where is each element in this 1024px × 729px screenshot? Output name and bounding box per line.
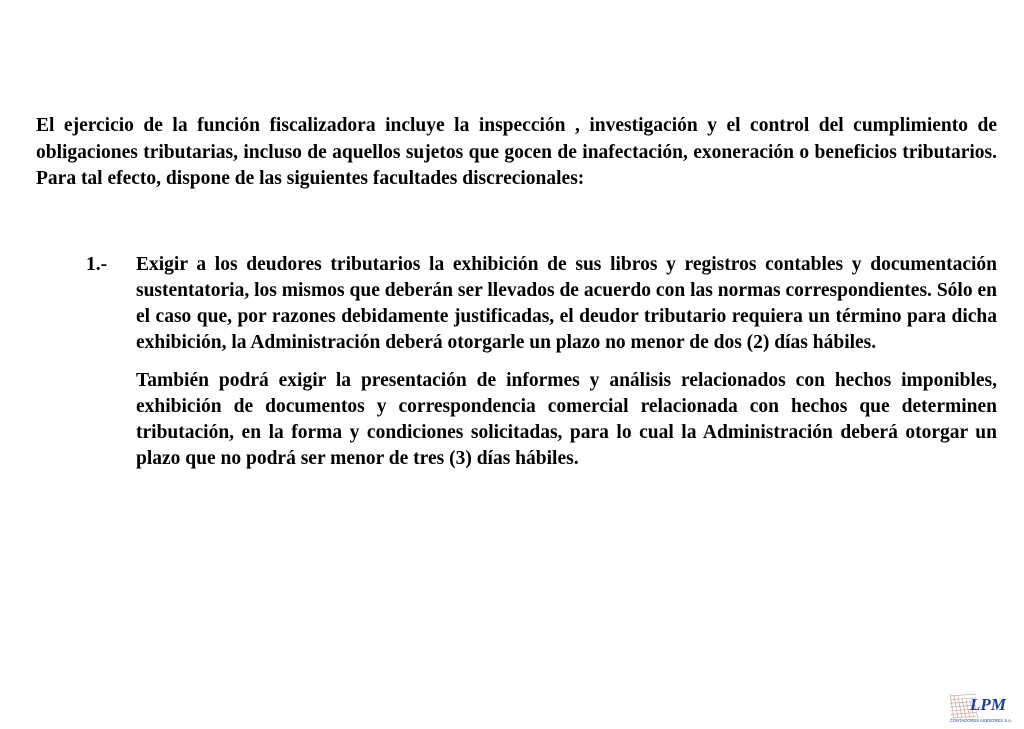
svg-text:LPM: LPM (970, 695, 1006, 714)
lpm-logo-icon (948, 688, 1014, 726)
list-item-number: 1.- (86, 254, 108, 275)
list-item-body (136, 252, 997, 484)
svg-text:CONTADORES ASESORES S.A.: CONTADORES ASESORES S.A. (949, 718, 1013, 723)
list-item-paragraph: También podrá exigir la presentación de informes y análisis relacionados con hechos imponibles, exhibición de documentos y correspondencia comercial relacionada con hechos que determinen tributación, en la forma y condiciones solicitadas, para lo cual la Administración deberá otorgar un plazo que no podrá ser menor de tres (3) días hábiles. (136, 370, 997, 469)
intro-paragraph: El ejercicio de la función fiscalizadora incluye la inspección , investigación y el control del cumplimiento de obligaciones tributarias, incluso de aquellos sujetos que gocen de inafectación, exoneración o beneficios tributarios. Para tal efecto, dispone de las siguientes facultades discrecionales: (36, 115, 997, 189)
list-item-paragraph: Exigir a los deudores tributarios la exhibición de sus libros y registros contables y documentación sustentatoria, los mismos que deberán ser llevados de acuerdo con las normas correspondientes. Sólo en el caso que, por razones debidamente justificadas, el deudor tributario requiera un término para dicha exhibición, la Administración deberá otorgarle un plazo no menor de dos (2) días hábiles. (136, 254, 997, 353)
